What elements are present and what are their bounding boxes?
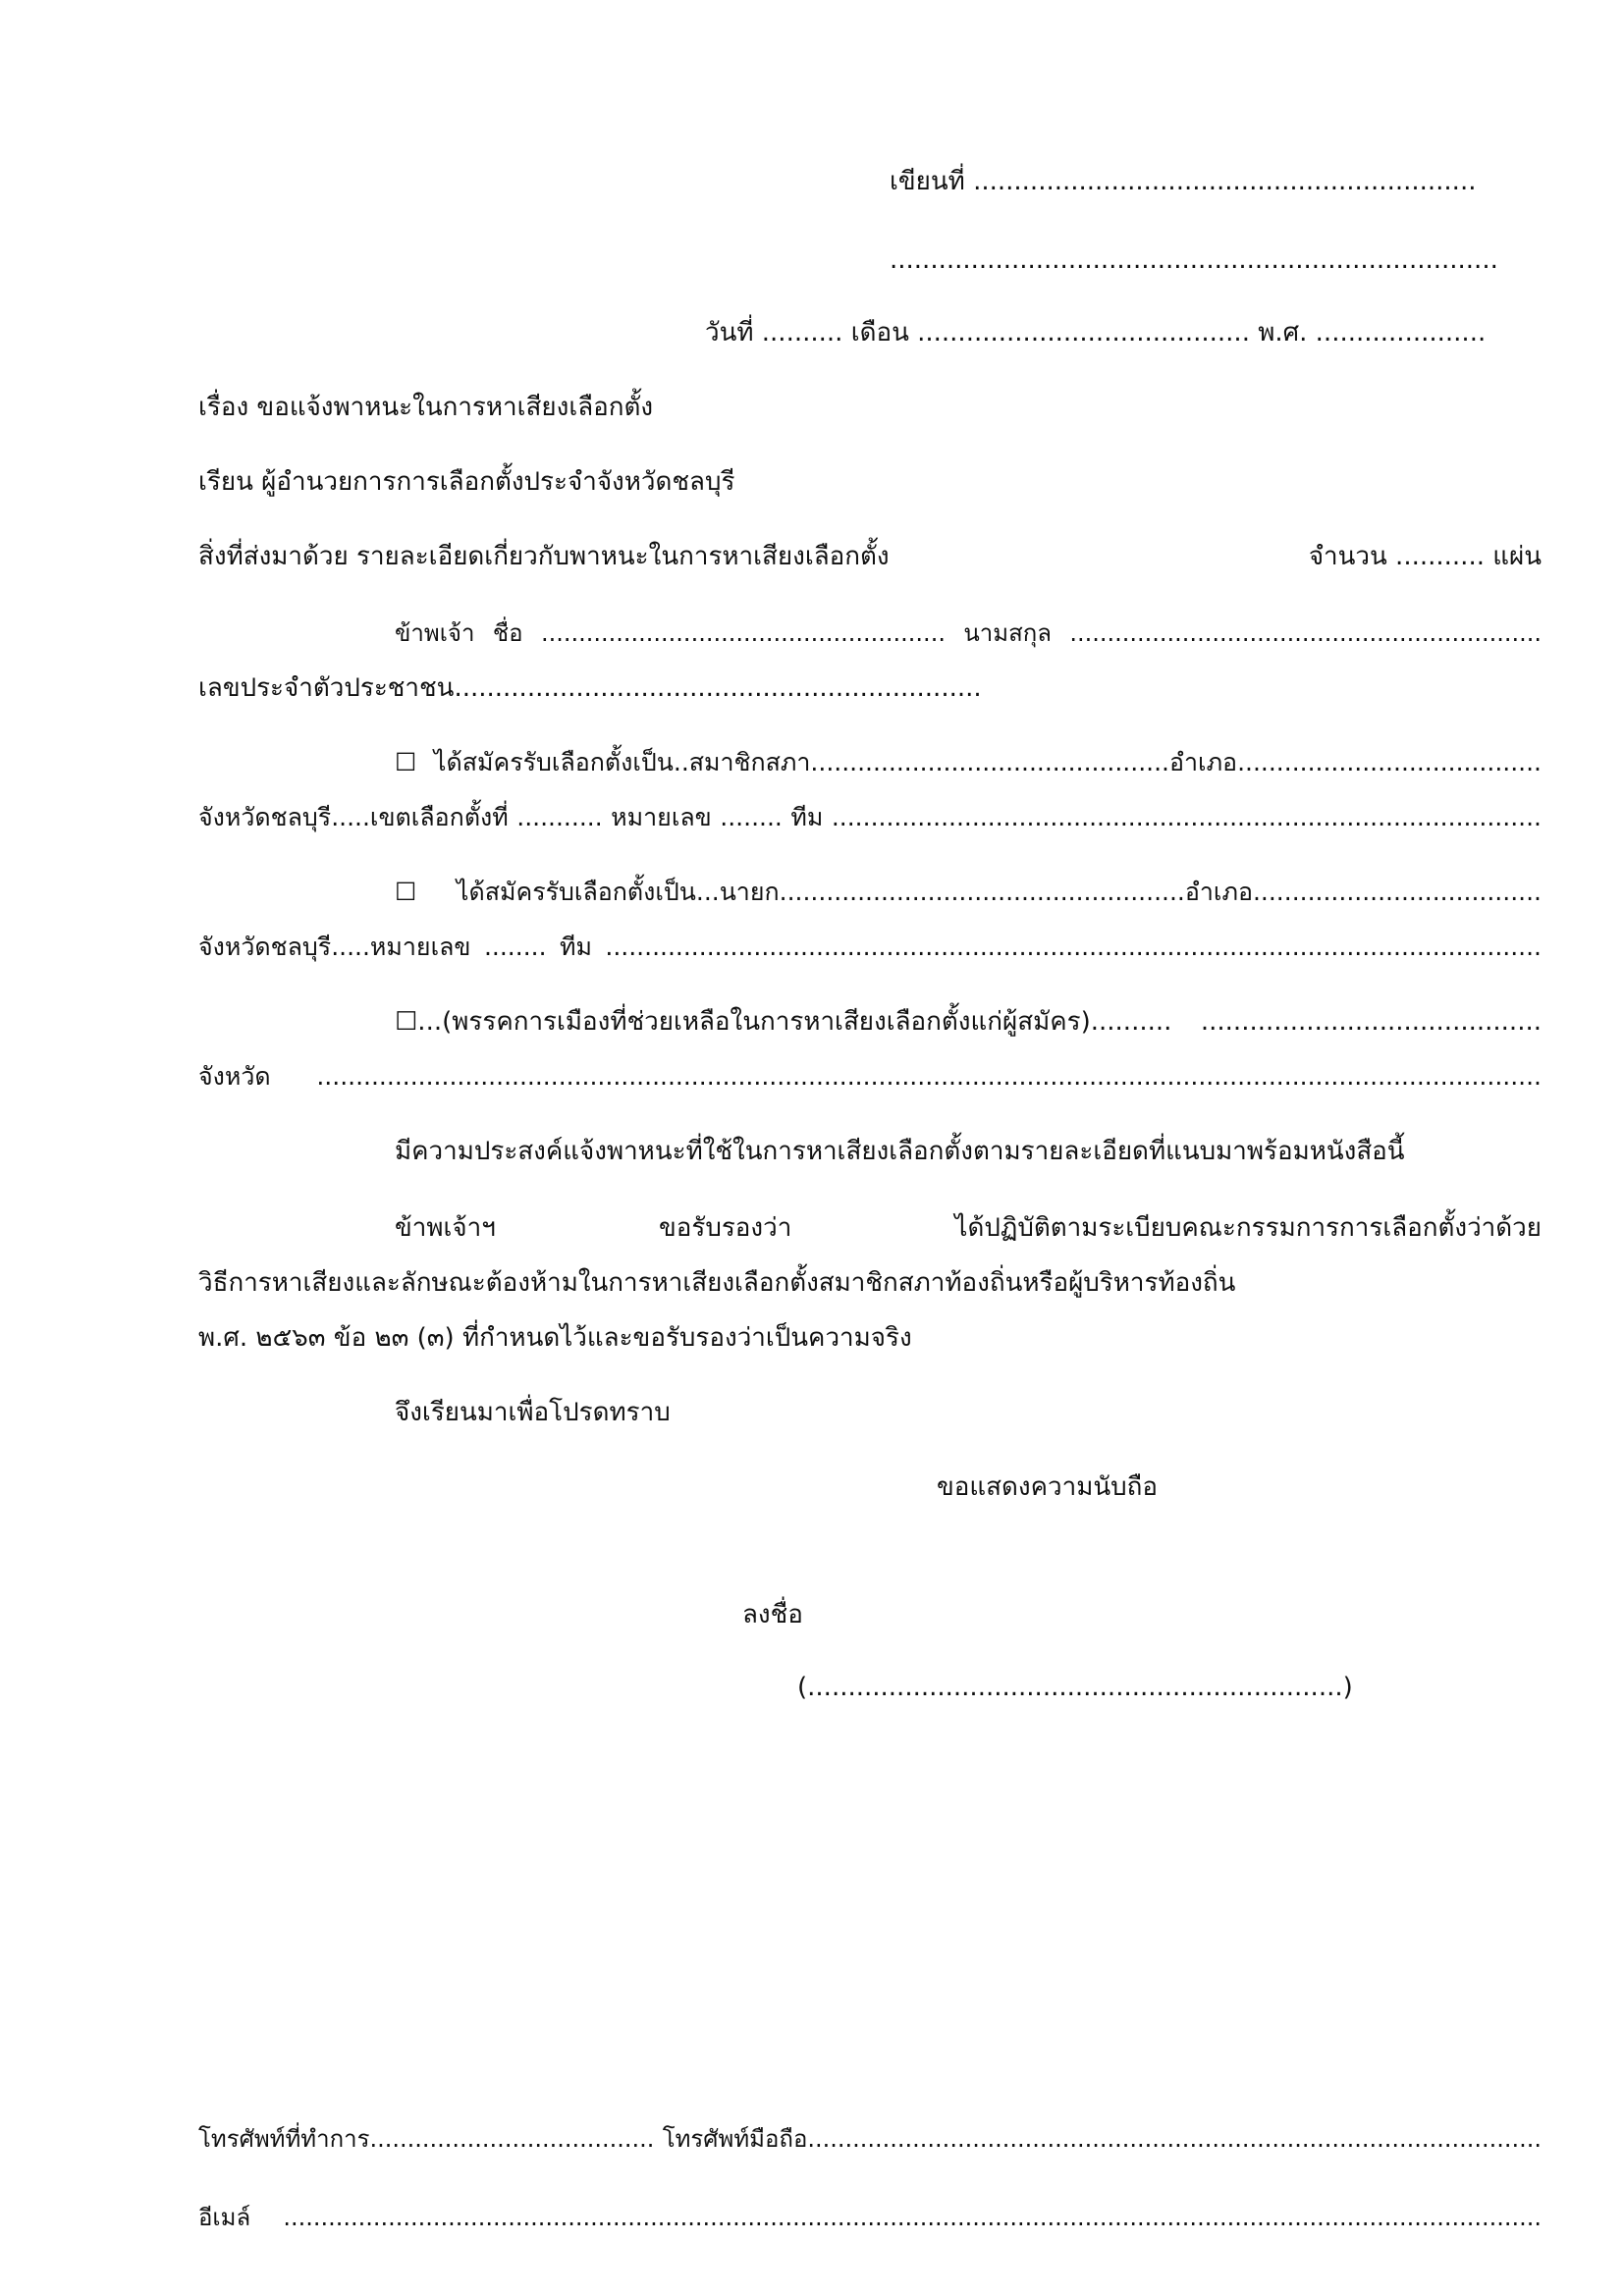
date-line: วันที่ .......... เดือน ......................................... พ.ศ. ..................... (705, 318, 1487, 347)
option-mayor-line1: ☐ ได้สมัครรับเลือกตั้งเป็น...นายก....................................................อำเภอ..................................... (395, 878, 1542, 906)
option-party-line1: ☐...(พรรคการเมืองที่ช่วยเหลือในการหาเสียงเลือกตั้งแก่ผู้สมัคร).......... .......................................... (395, 1007, 1542, 1037)
addressee-line: เรียน ผู้อำนวยการการเลือกตั้งประจำจังหวัดชลบุรี (198, 467, 735, 497)
citizen-id-line: เลขประจำตัวประชาชน................................................................. (198, 673, 982, 703)
option-mayor-line2: จังหวัดชลบุรี.....หมายเลข ........ ทีม ........................................................................................................................ (198, 933, 1542, 961)
certification-line-3: พ.ศ. ๒๕๖๓ ข้อ ๒๓ (๓) ที่กำหนดไว้และขอรับรองว่าเป็นความจริง (198, 1323, 912, 1353)
regards-line: ขอแสดงความนับถือ (937, 1472, 1158, 1502)
certification-line-1: ข้าพเจ้าฯ ขอรับรองว่า ได้ปฏิบัติตามระเบียบคณะกรรมการการเลือกตั้งว่าด้วย (395, 1213, 1542, 1243)
phone-line: โทรศัพท์ที่ทำการ...................................... โทรศัพท์มือถือ.................................................................................................. (198, 2125, 1542, 2153)
email-line: อีเมล์ ........................................................................................................................................................................ (198, 2204, 1542, 2231)
written-at-line: เขียนที่ .............................................................. (890, 167, 1477, 196)
subject-line: เรื่อง ขอแจ้งพาหนะในการหาเสียงเลือกตั้ง (198, 393, 654, 422)
closing-line: จึงเรียนมาเพื่อโปรดทราบ (395, 1398, 671, 1427)
enclosure-line: สิ่งที่ส่งมาด้วย รายละเอียดเกี่ยวกับพาหนะในการหาเสียงเลือกตั้ง (198, 542, 890, 571)
certification-line-2: วิธีการหาเสียงและลักษณะต้องห้ามในการหาเสียงเลือกตั้งสมาชิกสภาท้องถิ่นหรือผู้บริหารท้องถิ่น (198, 1268, 1236, 1298)
option-council-member-line2: จังหวัดชลบุรี.....เขตเลือกตั้งที่ ........... หมายเลข ........ ทีม ........................................................................................... (198, 803, 1542, 831)
signature-name-parentheses: (..................................................................) (797, 1673, 1353, 1702)
intent-paragraph: มีความประสงค์แจ้งพาหนะที่ใช้ในการหาเสียงเลือกตั้งตามรายละเอียดที่แนบมาพร้อมหนังสือนี้ (395, 1137, 1405, 1166)
written-at-continuation: ........................................................................... (890, 245, 1498, 275)
signature-label: ลงชื่อ (742, 1600, 803, 1629)
applicant-name-line: ข้าพเจ้า ชื่อ ...................................................... นามสกุล ............................................................... (395, 619, 1542, 647)
enclosure-count: จำนวน ........... แผ่น (1308, 542, 1542, 571)
option-council-member-line1: ☐ ได้สมัครรับเลือกตั้งเป็น..สมาชิกสภา..............................................อำเภอ....................................... (395, 748, 1542, 776)
option-party-line2: จังหวัด ............................................................................................................................................................. (198, 1062, 1542, 1091)
